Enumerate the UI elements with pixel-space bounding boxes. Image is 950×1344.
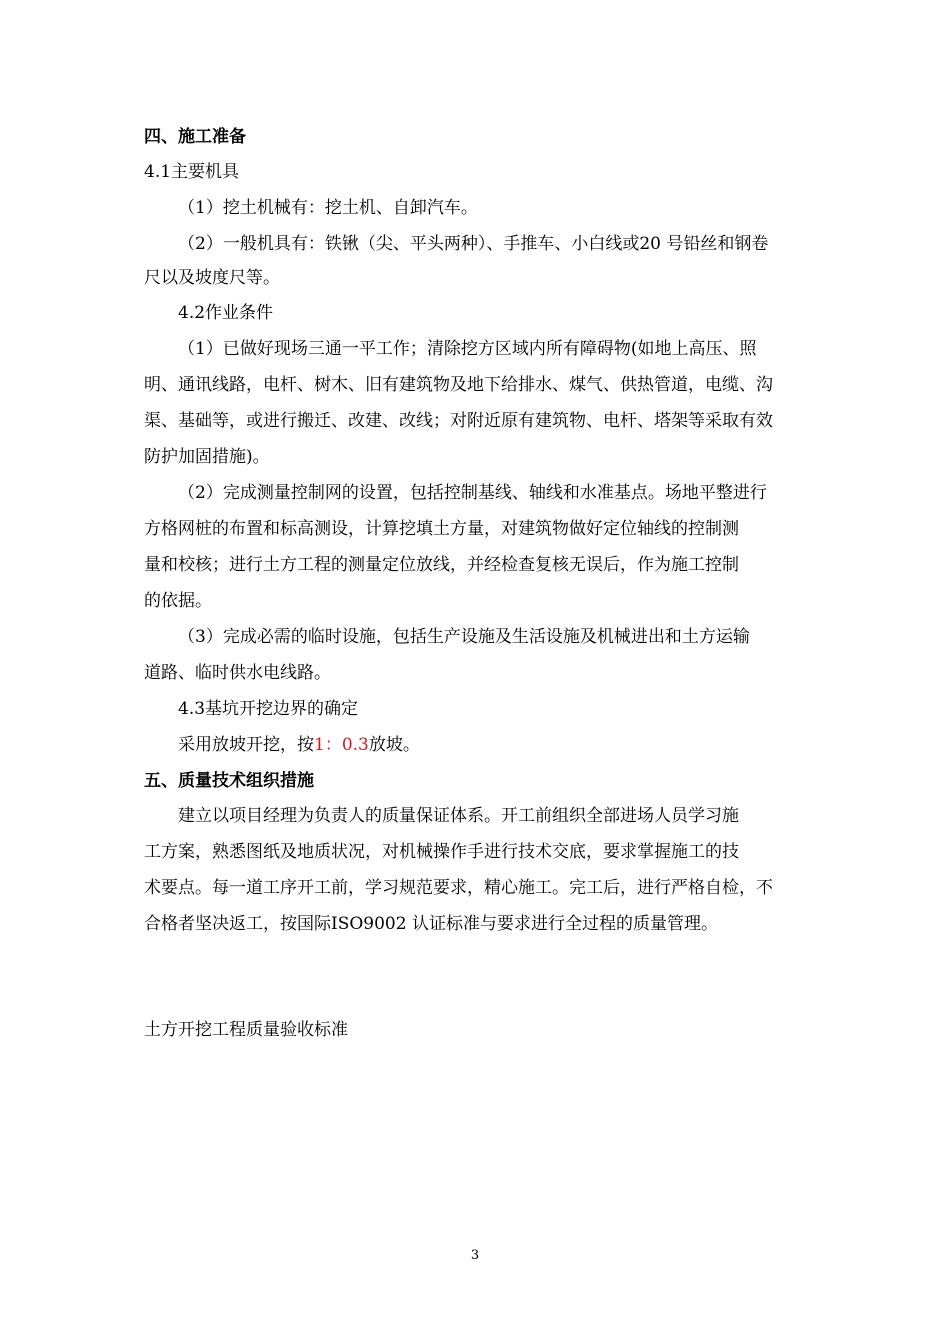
page-number: 3 <box>470 1248 480 1263</box>
quality-line-4: 合格者坚决返工，按国际ISO9002 认证标准与要求进行全过程的质量管理。 <box>144 914 718 934</box>
subheading-4-3: 4.3基坑开挖边界的确定 <box>178 699 359 719</box>
item-4-2-2-line-4: 的依据。 <box>144 591 212 611</box>
quality-line-3: 术要点。每一道工序开工前，学习规范要求，精心施工。完工后，进行严格自检，不 <box>144 878 773 898</box>
item-4-2-3-line-2: 道路、临时供水电线路。 <box>144 663 331 683</box>
item-4-2-1-line-4: 防护加固措施)。 <box>144 447 270 467</box>
item-4-1-2-line-1: （2）一般机具有：铁锹（尖、平头两种）、手推车、小白线或20 号铅丝和钢卷 <box>178 234 769 254</box>
slope-ratio: 1：0.3 <box>314 735 369 755</box>
item-4-1-2-line-2: 尺以及坡度尺等。 <box>144 268 280 288</box>
slope-prefix: 采用放坡开挖，按 <box>178 735 314 755</box>
item-4-2-2-line-2: 方格网桩的布置和标高测设，计算挖填土方量，对建筑物做好定位轴线的控制测 <box>144 519 739 539</box>
item-4-2-2-line-3: 量和校核；进行土方工程的测量定位放线，并经检查复核无误后，作为施工控制 <box>144 555 739 575</box>
section-heading-4: 四、施工准备 <box>144 127 246 147</box>
subheading-4-1: 4.1主要机具 <box>144 162 240 182</box>
item-4-2-1-line-1: （1）已做好现场三通一平工作；清除挖方区域内所有障碍物(如地上高压、照 <box>178 339 757 359</box>
item-4-2-1-line-2: 明、通讯线路，电杆、树木、旧有建筑物及地下给排水、煤气、供热管道，电缆、沟 <box>144 375 773 395</box>
quality-line-1: 建立以项目经理为负责人的质量保证体系。开工前组织全部进场人员学习施 <box>178 806 739 826</box>
subheading-4-2: 4.2作业条件 <box>178 303 274 323</box>
slope-sentence <box>178 735 420 755</box>
acceptance-title: 土方开挖工程质量验收标准 <box>144 1020 348 1040</box>
slope-suffix: 放坡。 <box>368 735 420 755</box>
section-heading-5: 五、质量技术组织措施 <box>144 771 314 791</box>
item-4-1-1: （1）挖土机械有：挖土机、自卸汽车。 <box>178 198 478 218</box>
quality-line-2: 工方案，熟悉图纸及地质状况，对机械操作手进行技术交底，要求掌握施工的技 <box>144 842 739 862</box>
item-4-2-1-line-3: 渠、基础等，或进行搬迁、改建、改线；对附近原有建筑物、电杆、塔架等采取有效 <box>144 411 773 431</box>
item-4-2-3-line-1: （3）完成必需的临时设施，包括生产设施及生活设施及机械进出和土方运输 <box>178 627 750 647</box>
item-4-2-2-line-1: （2）完成测量控制网的设置，包括控制基线、轴线和水准基点。场地平整进行 <box>178 483 767 503</box>
